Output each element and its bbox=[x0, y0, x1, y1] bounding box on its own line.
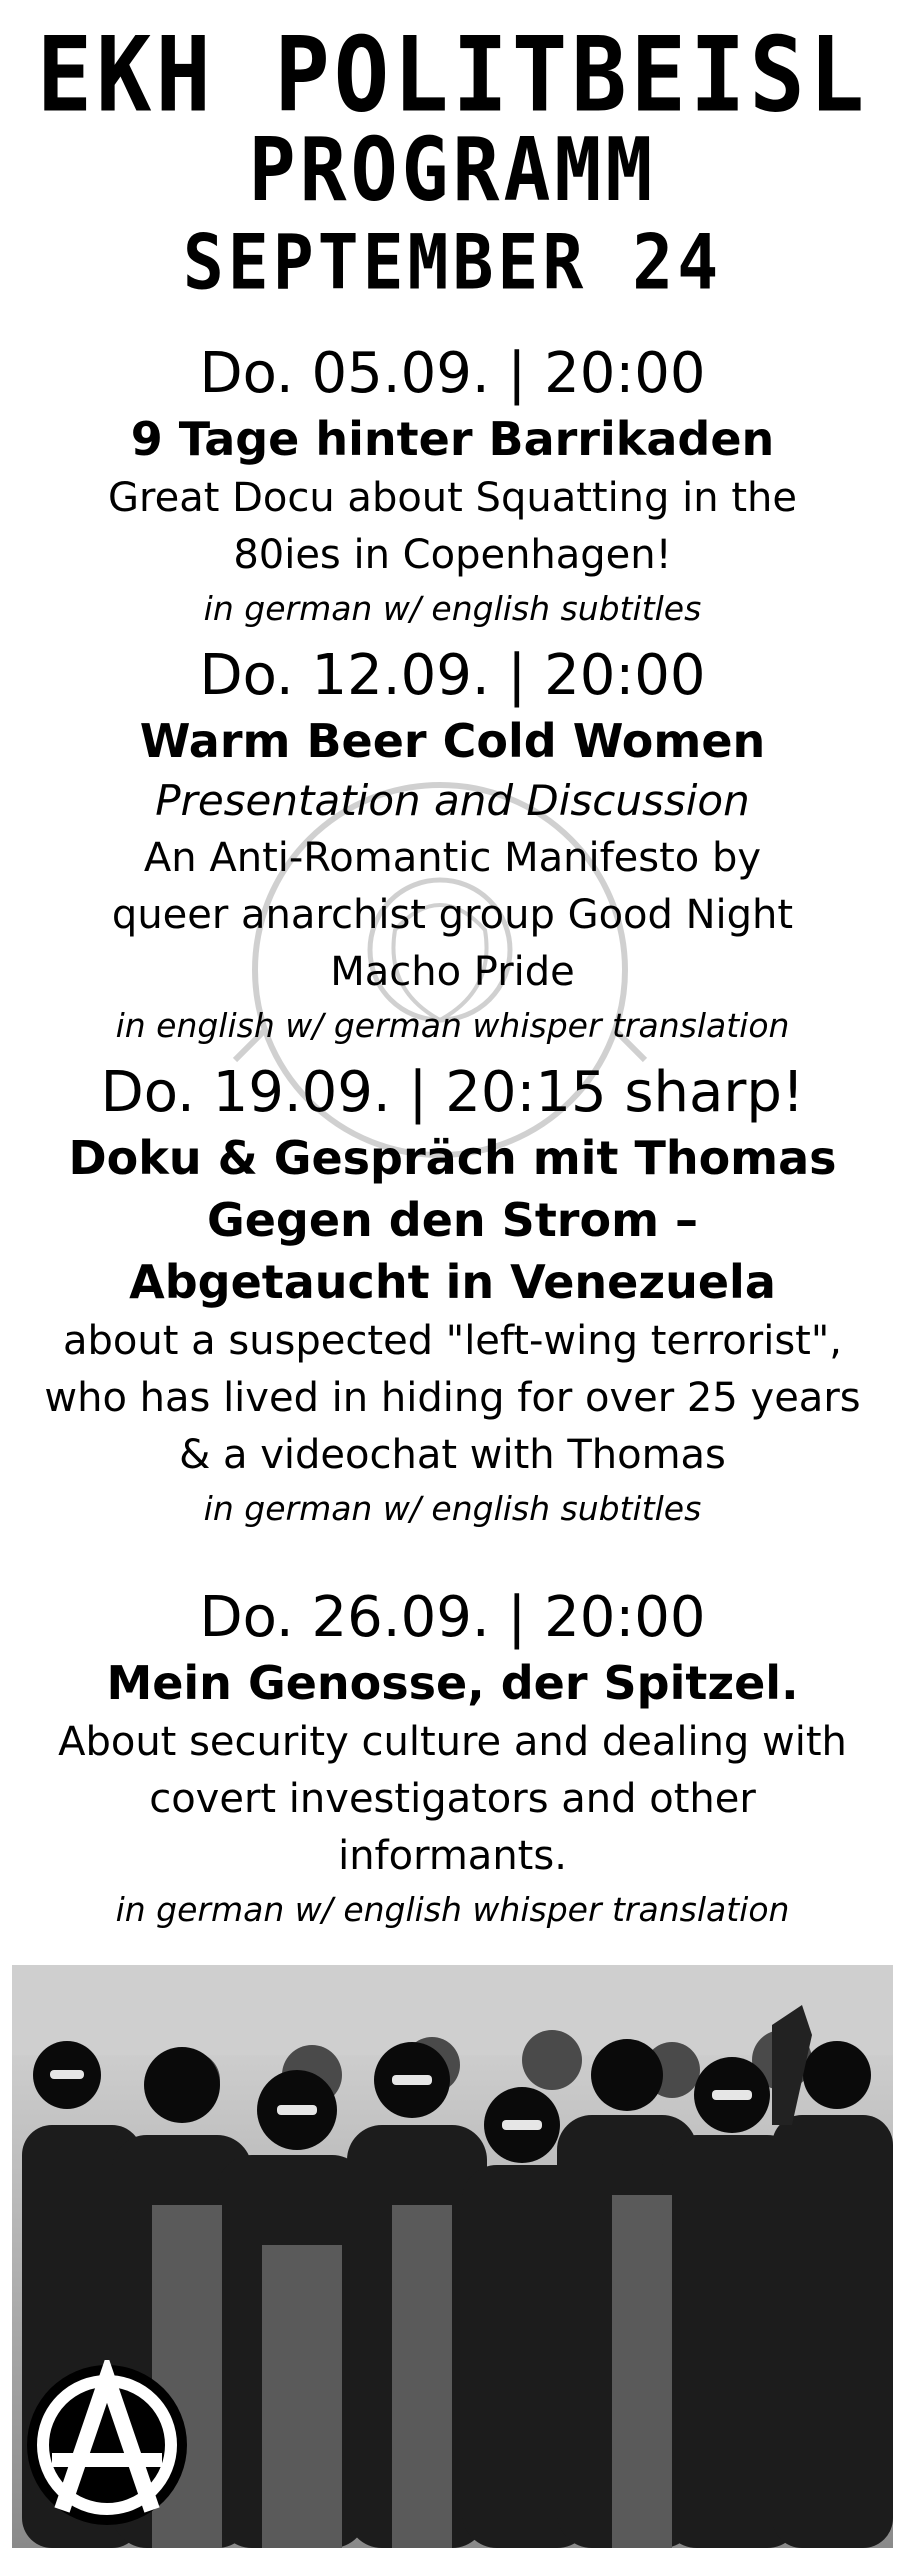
poster-subtitle: PROGRAMM bbox=[248, 120, 657, 222]
event-language: in german w/ english subtitles bbox=[203, 1489, 702, 1528]
event-description-line: who has lived in hiding for over 25 years bbox=[44, 1375, 861, 1421]
event-list bbox=[0, 340, 905, 1935]
poster-title: EKH POLITBEISL bbox=[36, 15, 869, 136]
poster-month: SEPTEMBER 24 bbox=[182, 219, 723, 308]
event-title: Mein Genosse, der Spitzel. bbox=[106, 1656, 799, 1710]
event-title-line: Abgetaucht in Venezuela bbox=[129, 1255, 776, 1309]
event-3 bbox=[0, 1059, 905, 1534]
event-4 bbox=[0, 1584, 905, 1935]
event-1 bbox=[0, 340, 905, 634]
event-description-line: queer anarchist group Good Night bbox=[111, 892, 794, 938]
event-date: Do. 05.09. | 20:00 bbox=[199, 341, 706, 406]
event-language: in german w/ english subtitles bbox=[203, 589, 702, 628]
event-description-line: About security culture and dealing with bbox=[58, 1719, 847, 1765]
event-language: in german w/ english whisper translation bbox=[115, 1890, 790, 1929]
event-title-line: Gegen den Strom – bbox=[206, 1193, 699, 1247]
event-date: Do. 12.09. | 20:00 bbox=[199, 643, 706, 708]
event-description-line: & a videochat with Thomas bbox=[179, 1432, 726, 1478]
event-subtitle: Presentation and Discussion bbox=[155, 776, 750, 825]
event-language: in english w/ german whisper translation bbox=[115, 1006, 790, 1045]
event-description-line: covert investigators and other bbox=[149, 1776, 756, 1822]
event-date: Do. 19.09. | 20:15 sharp! bbox=[100, 1060, 805, 1125]
poster-header bbox=[0, 15, 905, 308]
event-title: 9 Tage hinter Barrikaden bbox=[130, 412, 775, 466]
event-description-line: informants. bbox=[338, 1833, 567, 1879]
circle-a-icon bbox=[22, 2360, 192, 2530]
event-description-line: Great Docu about Squatting in the bbox=[108, 475, 797, 521]
event-description-line: about a suspected "left-wing terrorist", bbox=[63, 1318, 842, 1364]
event-title: Warm Beer Cold Women bbox=[139, 714, 766, 768]
event-description-line: An Anti-Romantic Manifesto by bbox=[143, 835, 762, 881]
event-description-line: Macho Pride bbox=[330, 949, 575, 995]
event-title-line: Doku & Gespräch mit Thomas bbox=[68, 1131, 837, 1185]
event-description-line: 80ies in Copenhagen! bbox=[233, 532, 672, 578]
event-date: Do. 26.09. | 20:00 bbox=[199, 1585, 706, 1650]
event-2 bbox=[0, 642, 905, 1051]
